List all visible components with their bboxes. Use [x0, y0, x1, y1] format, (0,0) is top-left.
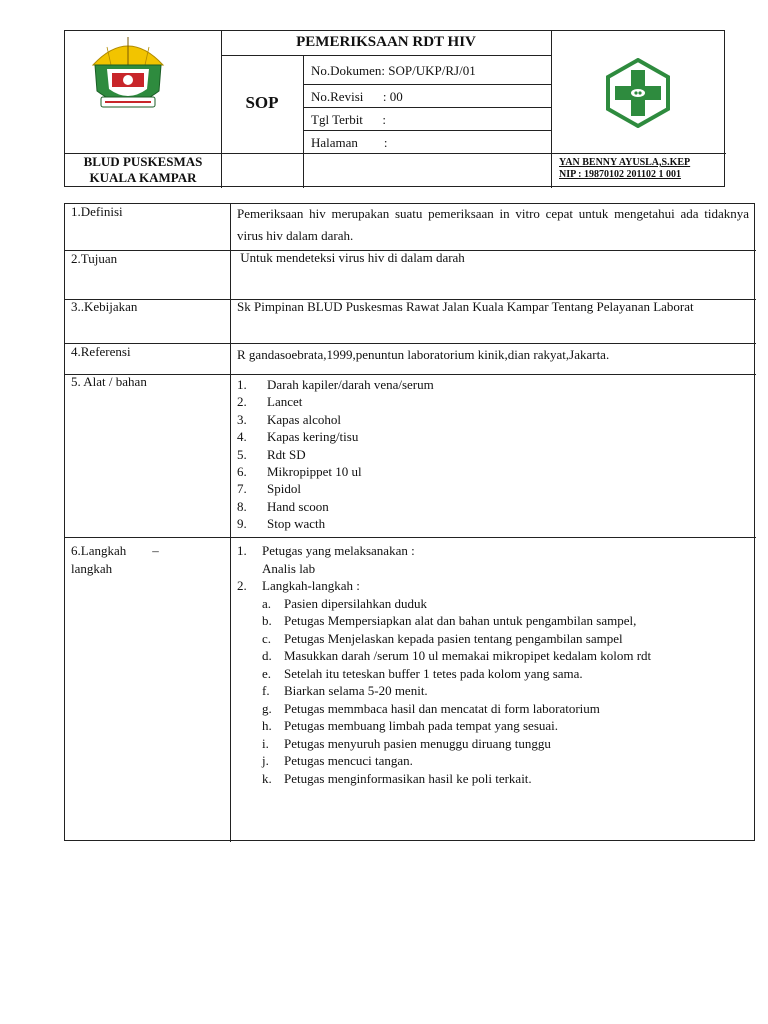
sop-label: SOP	[245, 93, 279, 112]
referensi-label: 4.Referensi	[71, 344, 131, 359]
sop-content-table	[64, 203, 755, 841]
kebijakan-label: 3..Kebijakan	[71, 299, 138, 314]
langkah-steps	[237, 542, 737, 787]
step-1-detail: Analis lab	[262, 560, 316, 576]
substep-item: j. Petugas mencuci tangan.	[262, 753, 413, 768]
signer-block	[559, 157, 690, 181]
definisi-label: 1.Definisi	[71, 204, 123, 219]
substep-item: f. Biarkan selama 5-20 menit.	[262, 683, 428, 698]
alat-label: 5. Alat / bahan	[71, 374, 147, 389]
revision-number: No.Revisi : 00	[311, 89, 403, 104]
alat-item: 9. Stop wacth	[237, 516, 326, 532]
alat-item: 4. Kapas kering/tisu	[237, 429, 359, 445]
alat-item: 2. Lancet	[237, 394, 303, 410]
step-1: 1. Petugas yang melaksanakan :	[237, 543, 415, 558]
signer-name: YAN BENNY AYUSLA,S.KEP	[559, 157, 691, 168]
substep-item: e. Setelah itu teteskan buffer 1 tetes pada kolom yang sama.	[262, 665, 583, 681]
alat-item: 5. Rdt SD	[237, 446, 306, 462]
sop-header-table	[64, 30, 725, 187]
substep-item: k. Petugas menginformasikan hasil ke poli terkait.	[262, 770, 532, 786]
substep-item: d. Masukkan darah /serum 10 ul memakai mikropipet kedalam kolom rdt	[262, 648, 652, 663]
substep-item: a. Pasien dipersilahkan duduk	[262, 595, 427, 611]
issue-date: Tgl Terbit :	[311, 112, 387, 127]
substep-item: i. Petugas menyuruh pasien menuggu diruang tunggu	[262, 735, 551, 751]
substep-list	[262, 595, 702, 788]
kebijakan-text: Sk Pimpinan BLUD Puskesmas Rawat Jalan Kuala Kampar Tentang Pelayanan Laborat	[237, 299, 694, 314]
regency-logo	[87, 35, 169, 122]
substep-item: g. Petugas memmbaca hasil dan mencatat di form laboratorium	[262, 700, 600, 716]
alat-item: 7. Spidol	[237, 481, 301, 497]
alat-list	[237, 376, 749, 533]
alat-item: 8. Hand scoon	[237, 498, 329, 514]
page-field: Halaman :	[311, 135, 388, 150]
tujuan-text: Untuk mendeteksi virus hiv di dalam darah	[237, 250, 465, 265]
langkah-label: 6.Langkah – langkah	[71, 543, 159, 576]
alat-item: 1. Darah kapiler/darah vena/serum	[237, 377, 434, 392]
referensi-text: R gandasoebrata,1999,penuntun laboratorium kinik,dian rakyat,Jakarta.	[237, 347, 610, 362]
definisi-text: Pemeriksaan hiv merupakan suatu pemeriksaan in vitro cepat untuk mengetahui ada tidaknya virus hiv dalam darah.	[237, 206, 749, 243]
step-2: 2. Langkah-langkah :	[237, 578, 360, 593]
alat-item: 3. Kapas alcohol	[237, 411, 342, 427]
substep-item: b. Petugas Mempersiapkan alat dan bahan untuk pengambilan sampel,	[262, 613, 637, 628]
puskesmas-logo	[602, 58, 674, 133]
signer-nip: NIP : 19870102 201102 1 001	[559, 169, 681, 180]
document-number: No.Dokumen: SOP/UKP/RJ/01	[311, 63, 476, 78]
substep-item: c. Petugas Menjelaskan kepada pasien tentang pengambilan sampel	[262, 630, 623, 646]
document-title: PEMERIKSAAN RDT HIV	[296, 34, 476, 50]
tujuan-label: 2.Tujuan	[71, 251, 118, 266]
organization-name: BLUD PUSKESMAS KUALA KAMPAR	[83, 154, 203, 185]
alat-item: 6. Mikropippet 10 ul	[237, 464, 362, 480]
substep-item: h. Petugas membuang limbah pada tempat yang sesuai.	[262, 718, 559, 733]
